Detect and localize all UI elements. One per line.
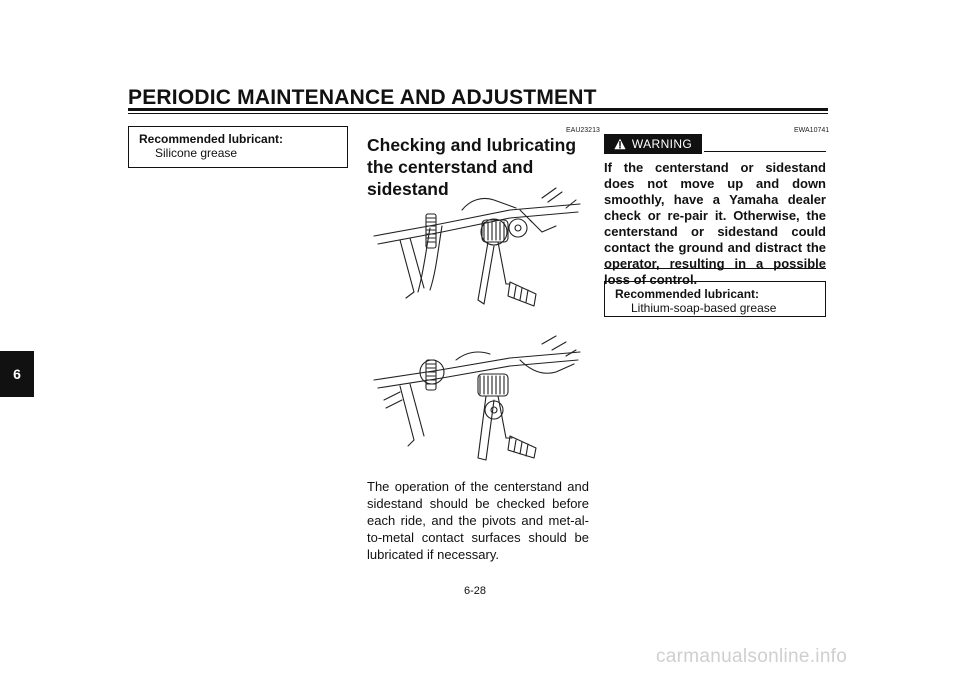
page-number: 6-28 [464,585,487,597]
lubricant-box-lithium [604,281,826,317]
lubricant-box-title: Recommended lubricant: [615,287,760,301]
warning-rule-bottom [604,268,826,269]
centerstand-illustration-icon [370,180,582,320]
lubricant-box-value: Lithium-soap-based grease [631,301,777,315]
watermark: carmanualsonline.info [656,646,848,667]
chapter-tab: 6 [0,351,34,397]
page-header: PERIODIC MAINTENANCE AND ADJUSTMENT [128,86,597,109]
section-body: The operation of the centerstand and sidestand should be checked before each ride, and the pivots and met-al-to-metal contact surfaces should be lubricated if necessary. [367,479,589,562]
warning-text: If the centerstand or sidestand does not move up and down smoothly, have a Yamaha dealer check or re-pair it. Otherwise, the centerstand or sidestand could contact the ground and distract the operator, resulting in a possible loss of control. [604,160,826,287]
lubricant-box-title: Recommended lubricant: [139,132,284,146]
lubricant-box-silicone [128,126,348,168]
section-code: EAU23213 [566,127,600,134]
warning-code: EWA10741 [794,127,830,134]
warning-label [604,134,702,154]
warning-label-text: WARNING [631,137,693,151]
warning-triangle-icon [614,138,626,150]
section-title: Checking and lubricating the centerstand and sidestand [367,135,577,199]
sidestand-illustration-icon [370,330,582,468]
lubricant-box-value: Silicone grease [155,146,238,160]
header-rule [128,108,828,114]
warning-rule-top [704,151,826,152]
